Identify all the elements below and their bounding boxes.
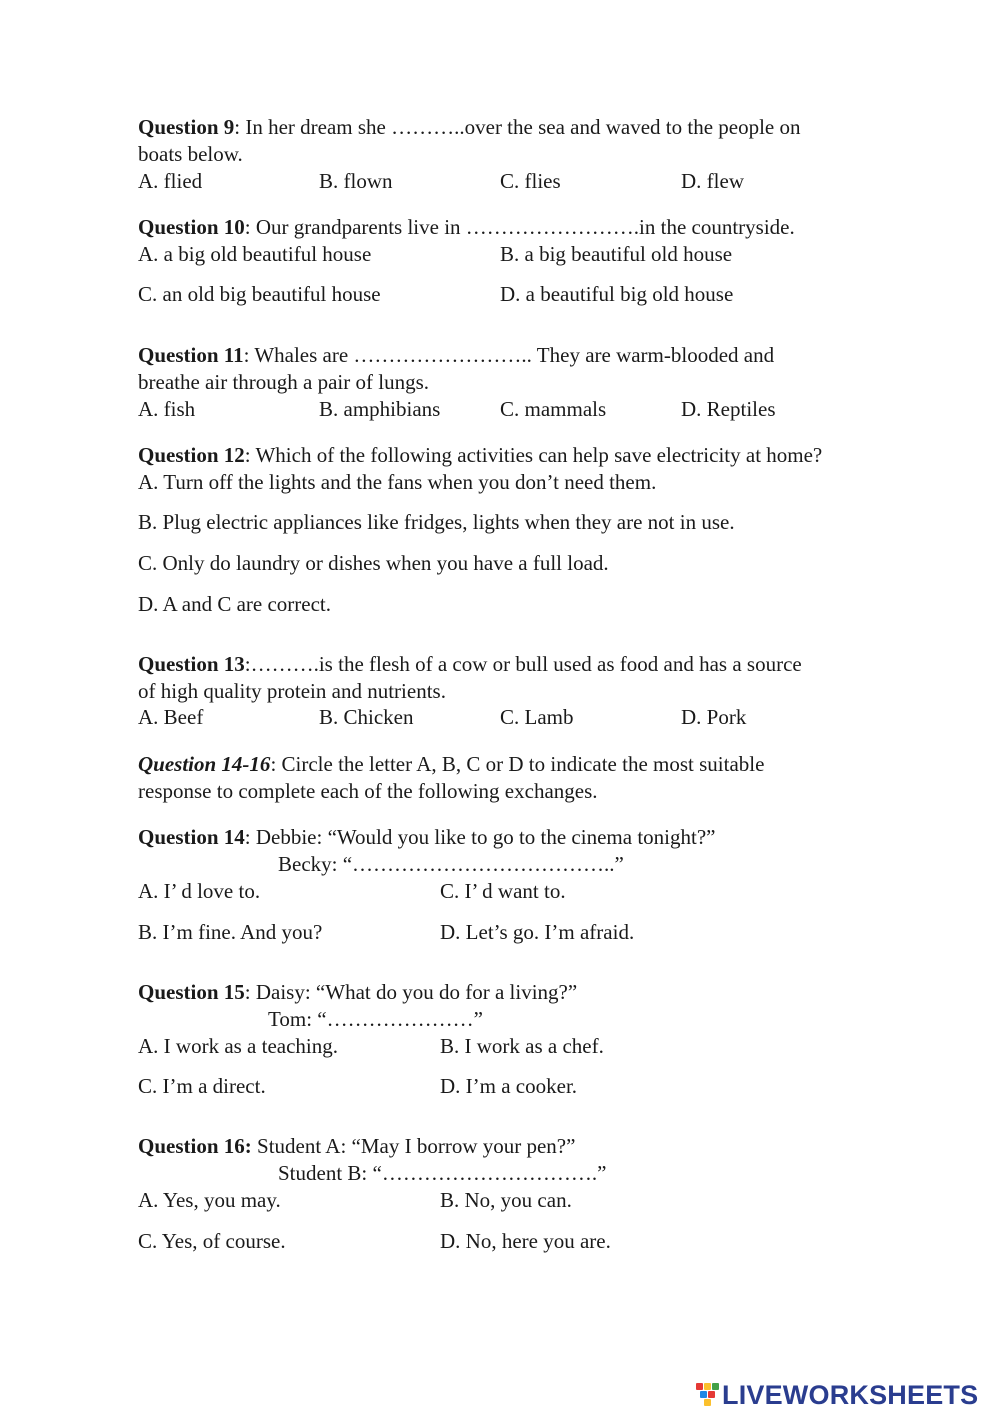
question-16-response-line: Student B: “………………………….” [278, 1161, 607, 1185]
question-11-prompt: Question 11: Whales are …………………….. They are warm-blooded and [138, 343, 775, 367]
q10-option-d[interactable]: D. a beautiful big old house [500, 282, 734, 306]
q16-option-d[interactable]: D. No, here you are. [440, 1229, 611, 1253]
q13-option-a[interactable]: A. Beef [138, 705, 204, 729]
question-9-prompt-cont: boats below. [138, 142, 243, 166]
q9-option-d[interactable]: D. flew [681, 169, 744, 193]
q14-option-a[interactable]: A. I’ d love to. [138, 879, 261, 903]
question-15-prompt: Question 15: Daisy: “What do you do for a living?” [138, 980, 578, 1004]
q16-option-c[interactable]: C. Yes, of course. [138, 1229, 286, 1253]
q9-option-b[interactable]: B. flown [319, 169, 393, 193]
logo-square-green [712, 1383, 719, 1390]
question-16-prompt: Question 16: Student A: “May I borrow your pen?” [138, 1134, 576, 1158]
logo-square-red [696, 1383, 703, 1390]
q10-option-c[interactable]: C. an old big beautiful house [138, 282, 381, 306]
q12-option-a[interactable]: A. Turn off the lights and the fans when you don’t need them. [138, 470, 657, 494]
q14-option-d[interactable]: D. Let’s go. I’m afraid. [440, 920, 635, 944]
section-instruction: Question 14-16: Circle the letter A, B, C or D to indicate the most suitable [138, 752, 765, 776]
q15-option-d[interactable]: D. I’m a cooker. [440, 1074, 578, 1098]
q16-option-a[interactable]: A. Yes, you may. [138, 1188, 281, 1212]
question-11-prompt-cont: breathe air through a pair of lungs. [138, 370, 429, 394]
question-10-label: Question 10 [138, 215, 245, 239]
section-label: Question 14-16 [138, 752, 271, 776]
question-9-label: Question 9 [138, 115, 235, 139]
q9-option-c[interactable]: C. flies [500, 169, 561, 193]
question-13-prompt-cont: of high quality protein and nutrients. [138, 679, 446, 703]
question-16-label: Question 16: [138, 1134, 252, 1158]
logo-square-yellow [704, 1383, 711, 1390]
logo-square-green-2 [704, 1399, 711, 1406]
question-13-prompt: Question 13:……….is the flesh of a cow or bull used as food and has a source [138, 652, 802, 676]
q15-option-b[interactable]: B. I work as a chef. [440, 1034, 604, 1058]
q12-option-d[interactable]: D. A and C are correct. [138, 592, 332, 616]
question-15-response-line: Tom: “…………………” [268, 1007, 483, 1031]
question-14-label: Question 14 [138, 825, 245, 849]
q13-option-d[interactable]: D. Pork [681, 705, 747, 729]
q14-option-c[interactable]: C. I’ d want to. [440, 879, 566, 903]
question-12-prompt: Question 12: Which of the following activities can help save electricity at home? [138, 443, 823, 467]
q11-option-d[interactable]: D. Reptiles [681, 397, 776, 421]
q12-option-b[interactable]: B. Plug electric appliances like fridges, lights when they are not in use. [138, 510, 735, 534]
question-13-label: Question 13 [138, 652, 245, 676]
q12-option-c[interactable]: C. Only do laundry or dishes when you have a full load. [138, 551, 609, 575]
question-9-prompt: Question 9: In her dream she ………..over the sea and waved to the people on [138, 115, 801, 139]
q15-option-a[interactable]: A. I work as a teaching. [138, 1034, 339, 1058]
question-14-prompt: Question 14: Debbie: “Would you like to go to the cinema tonight?” [138, 825, 716, 849]
q14-option-b[interactable]: B. I’m fine. And you? [138, 920, 323, 944]
q15-option-c[interactable]: C. I’m a direct. [138, 1074, 266, 1098]
q11-option-b[interactable]: B. amphibians [319, 397, 441, 421]
q9-option-a[interactable]: A. flied [138, 169, 203, 193]
q10-option-a[interactable]: A. a big old beautiful house [138, 242, 372, 266]
liveworksheets-logo-text: LIVEWORKSHEETS [722, 1379, 979, 1410]
logo-square-red-2 [708, 1391, 715, 1398]
section-instruction-cont: response to complete each of the following exchanges. [138, 779, 598, 803]
liveworksheets-logo [696, 1378, 978, 1412]
q11-option-c[interactable]: C. mammals [500, 397, 607, 421]
question-15-label: Question 15 [138, 980, 245, 1004]
question-12-label: Question 12 [138, 443, 245, 467]
q11-option-a[interactable]: A. fish [138, 397, 196, 421]
q10-option-b[interactable]: B. a big beautiful old house [500, 242, 733, 266]
logo-square-blue [700, 1391, 707, 1398]
q13-option-b[interactable]: B. Chicken [319, 705, 414, 729]
q13-option-c[interactable]: C. Lamb [500, 705, 574, 729]
question-10-prompt: Question 10: Our grandparents live in …………………….in the countryside. [138, 215, 795, 239]
question-11-label: Question 11 [138, 343, 244, 367]
q16-option-b[interactable]: B. No, you can. [440, 1188, 572, 1212]
liveworksheets-logo-icon [696, 1383, 720, 1407]
question-14-response-line: Becky: “………………………………..” [278, 852, 624, 876]
